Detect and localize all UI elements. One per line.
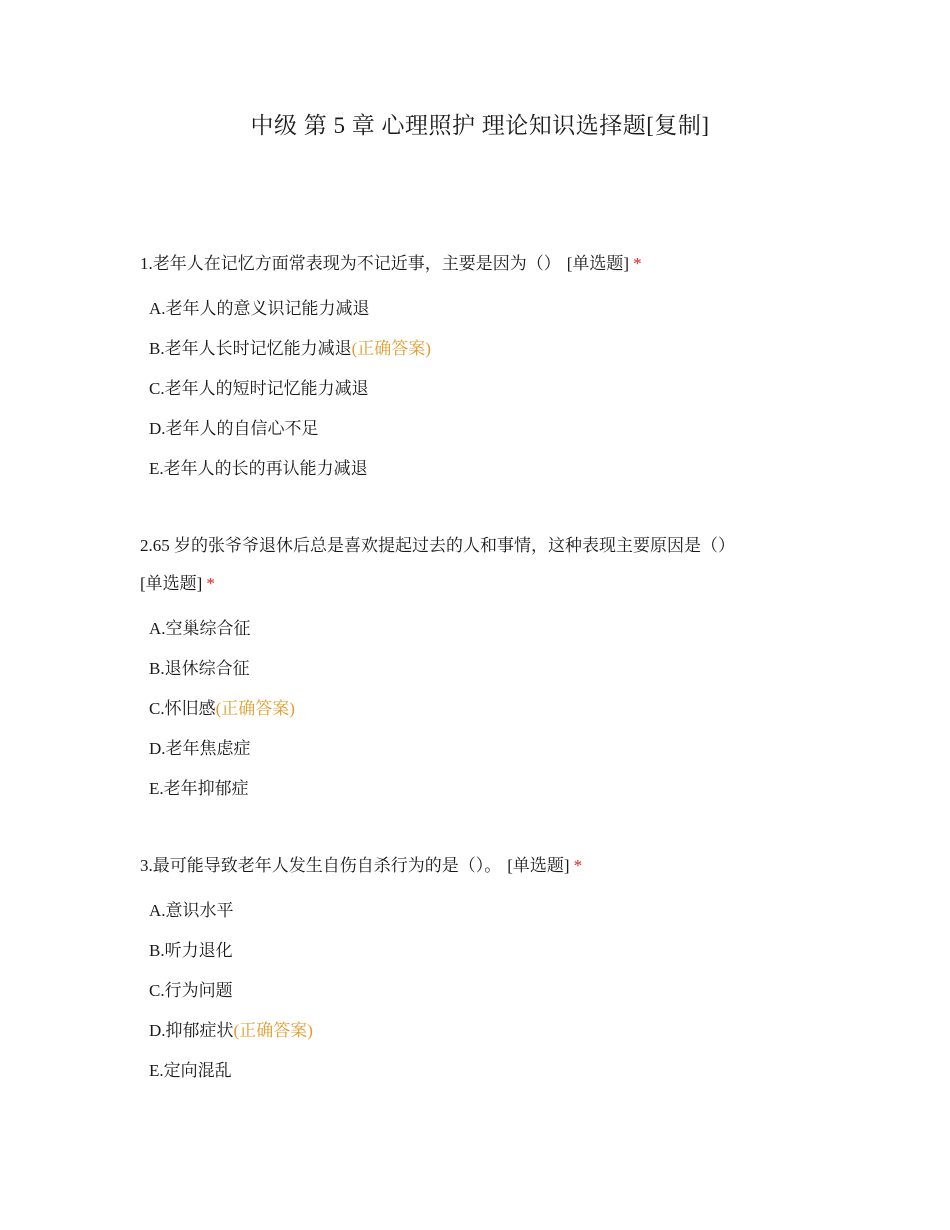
question-2 — [140, 527, 800, 809]
correct-answer-marker: (正确答案) — [233, 1021, 313, 1040]
option-item[interactable] — [149, 329, 800, 369]
question-text — [140, 245, 800, 283]
page-title: 中级 第 5 章 心理照护 理论知识选择题[复制] — [250, 113, 710, 138]
option-label: B.退休综合征 — [149, 659, 250, 678]
option-label: D.抑郁症状 — [149, 1021, 234, 1040]
option-label: C.老年人的短时记忆能力减退 — [149, 379, 369, 398]
option-label: C.怀旧感 — [149, 699, 216, 718]
question-3 — [140, 847, 800, 1091]
option-label: D.老年焦虑症 — [149, 739, 251, 758]
option-item[interactable] — [149, 289, 800, 329]
option-item[interactable] — [149, 609, 800, 649]
question-type: [单选题] — [140, 574, 203, 593]
question-stem: 1.老年人在记忆方面常表现为不记近事，主要是因为（） — [140, 254, 561, 273]
question-type: [单选题] — [566, 254, 630, 273]
option-list — [140, 609, 800, 809]
question-text — [140, 847, 800, 885]
option-item[interactable] — [149, 1051, 800, 1091]
option-item[interactable] — [149, 769, 800, 809]
option-item[interactable] — [149, 649, 800, 689]
option-label: A.意识水平 — [149, 901, 234, 920]
option-label: B.老年人长时记忆能力减退 — [149, 339, 352, 358]
option-label: E.老年抑郁症 — [149, 779, 249, 798]
option-item[interactable] — [149, 1011, 800, 1051]
option-label: A.老年人的意义识记能力减退 — [149, 299, 370, 318]
question-type: [单选题] — [507, 856, 570, 875]
correct-answer-marker: (正确答案) — [351, 339, 431, 358]
question-1 — [140, 245, 800, 489]
required-marker: * — [206, 574, 215, 593]
option-label: C.行为问题 — [149, 981, 233, 1000]
option-label: D.老年人的自信心不足 — [149, 419, 319, 438]
option-item[interactable] — [149, 449, 800, 489]
option-item[interactable] — [149, 409, 800, 449]
option-item[interactable] — [149, 729, 800, 769]
option-item[interactable] — [149, 369, 800, 409]
option-item[interactable] — [149, 971, 800, 1011]
question-stem: 3.最可能导致老年人发生自伤自杀行为的是（）。 — [140, 856, 502, 875]
correct-answer-marker: (正确答案) — [215, 699, 295, 718]
option-list — [140, 289, 800, 489]
option-item[interactable] — [149, 891, 800, 931]
question-stem: 2.65 岁的张爷爷退休后总是喜欢提起过去的人和事情，这种表现主要原因是（） — [140, 536, 735, 555]
required-marker: * — [573, 856, 583, 875]
option-list — [140, 891, 800, 1091]
question-text — [140, 527, 800, 603]
option-label: B.听力退化 — [149, 941, 233, 960]
option-item[interactable] — [149, 689, 800, 729]
option-label: A.空巢综合征 — [149, 619, 251, 638]
option-item[interactable] — [149, 931, 800, 971]
required-marker: * — [633, 254, 642, 273]
option-label: E.老年人的长的再认能力减退 — [149, 459, 368, 478]
option-label: E.定向混乱 — [149, 1061, 232, 1080]
